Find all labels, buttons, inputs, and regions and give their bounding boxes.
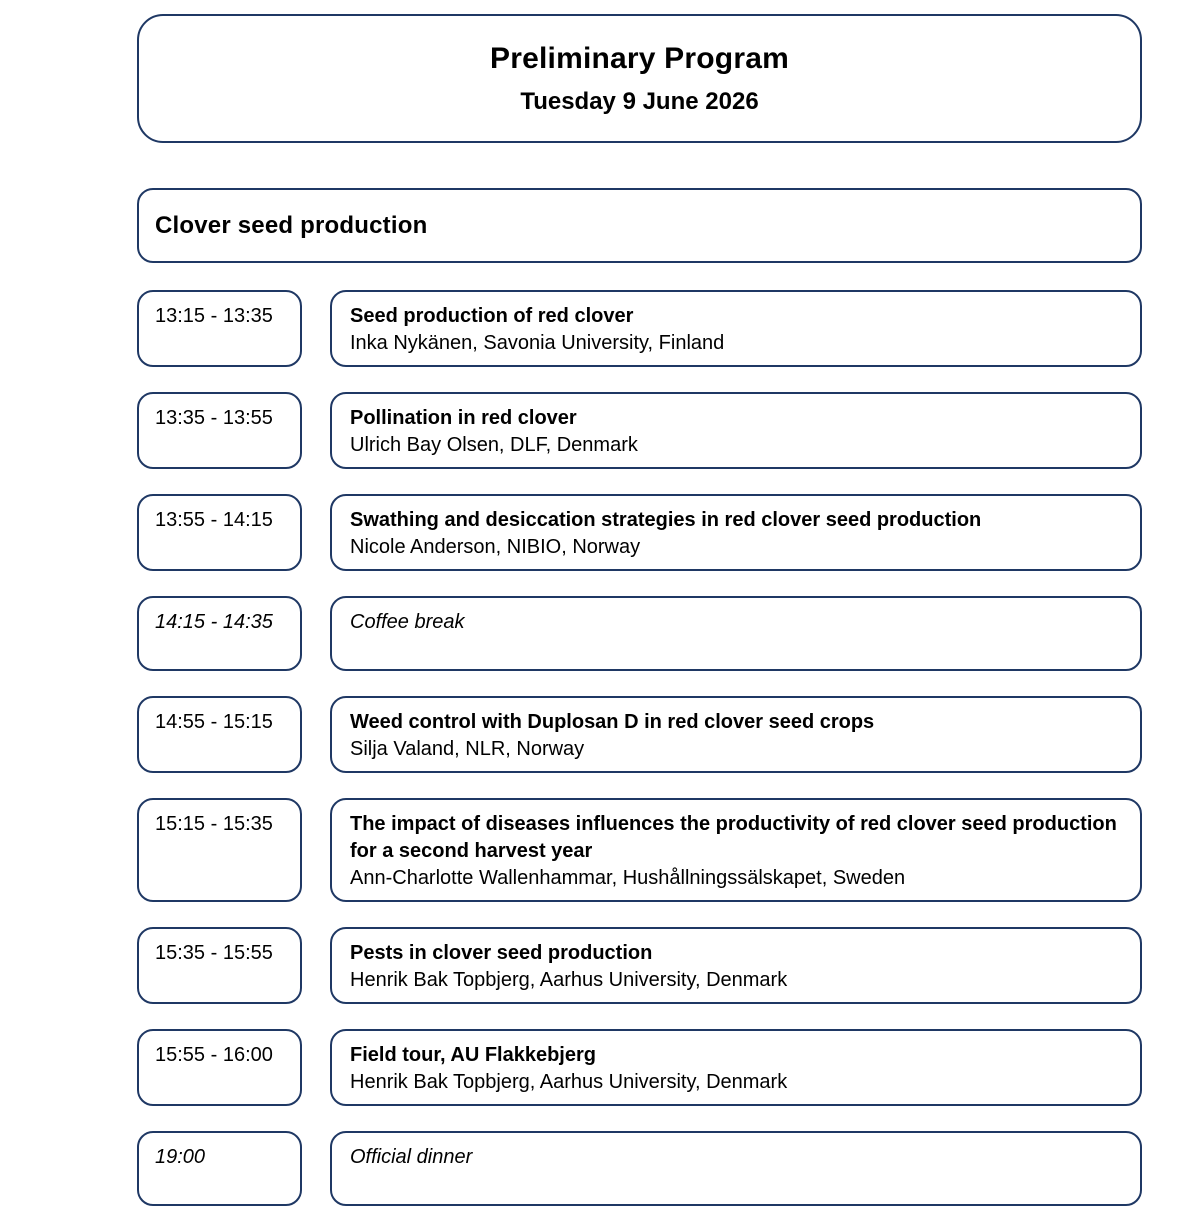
- time-slot-box: [137, 696, 302, 773]
- time-slot-box: [137, 596, 302, 671]
- talk-speaker: Inka Nykänen, Savonia University, Finland: [350, 332, 725, 354]
- schedule-row: [137, 798, 1142, 902]
- session-card: [330, 392, 1142, 469]
- schedule-row: [137, 596, 1142, 671]
- time-slot-box: [137, 290, 302, 367]
- talk-title: Field tour, AU Flakkebjerg: [350, 1044, 596, 1066]
- time-text: 13:15 - 13:35: [155, 305, 273, 327]
- time-text: 13:35 - 13:55: [155, 407, 273, 429]
- talk-title: Pollination in red clover: [350, 407, 577, 429]
- talk-title: Swathing and desiccation strategies in red clover seed production: [350, 509, 982, 531]
- talk-speaker: Ulrich Bay Olsen, DLF, Denmark: [350, 434, 638, 456]
- time-text: 14:55 - 15:15: [155, 711, 273, 733]
- talk-title: Weed control with Duplosan D in red clover seed crops: [350, 711, 875, 733]
- talk-speaker: Henrik Bak Topbjerg, Aarhus University, Denmark: [350, 969, 788, 991]
- talk-title: Pests in clover seed production: [350, 942, 653, 964]
- page-title: Preliminary Program: [490, 41, 789, 75]
- time-text: 15:35 - 15:55: [155, 942, 273, 964]
- talk-title: Coffee break: [350, 611, 465, 633]
- program-header: [137, 14, 1142, 143]
- talk-speaker: Silja Valand, NLR, Norway: [350, 738, 585, 760]
- schedule-row: [137, 696, 1142, 773]
- session-card: [330, 494, 1142, 571]
- session-card: [330, 1131, 1142, 1206]
- session-card: [330, 696, 1142, 773]
- time-slot-box: [137, 927, 302, 1004]
- time-text: 13:55 - 14:15: [155, 509, 273, 531]
- time-text: 14:15 - 14:35: [155, 611, 273, 633]
- talk-title: Official dinner: [350, 1146, 473, 1168]
- schedule-row: [137, 290, 1142, 367]
- time-slot-box: [137, 1131, 302, 1206]
- time-slot-box: [137, 392, 302, 469]
- program-page: [137, 0, 1142, 1231]
- session-title: Clover seed production: [155, 211, 428, 239]
- schedule-row: [137, 927, 1142, 1004]
- schedule-list: [137, 290, 1142, 1206]
- time-slot-box: [137, 798, 302, 902]
- talk-title: The impact of diseases influences the productivity of red clover seed production for a second harvest year: [350, 813, 1117, 862]
- time-text: 15:15 - 15:35: [155, 813, 273, 835]
- schedule-row: [137, 494, 1142, 571]
- schedule-row: [137, 392, 1142, 469]
- talk-speaker: Ann-Charlotte Wallenhammar, Hushållningssälskapet, Sweden: [350, 867, 906, 889]
- schedule-row: [137, 1131, 1142, 1206]
- talk-speaker: Henrik Bak Topbjerg, Aarhus University, Denmark: [350, 1071, 788, 1093]
- time-text: 19:00: [155, 1146, 206, 1168]
- talk-title: Seed production of red clover: [350, 305, 634, 327]
- time-slot-box: [137, 494, 302, 571]
- page-date: Tuesday 9 June 2026: [520, 87, 759, 115]
- schedule-row: [137, 1029, 1142, 1106]
- session-card: [330, 927, 1142, 1004]
- session-header: [137, 188, 1142, 263]
- session-card: [330, 1029, 1142, 1106]
- talk-speaker: Nicole Anderson, NIBIO, Norway: [350, 536, 641, 558]
- session-card: [330, 798, 1142, 902]
- session-card: [330, 290, 1142, 367]
- time-text: 15:55 - 16:00: [155, 1044, 273, 1066]
- session-card: [330, 596, 1142, 671]
- time-slot-box: [137, 1029, 302, 1106]
